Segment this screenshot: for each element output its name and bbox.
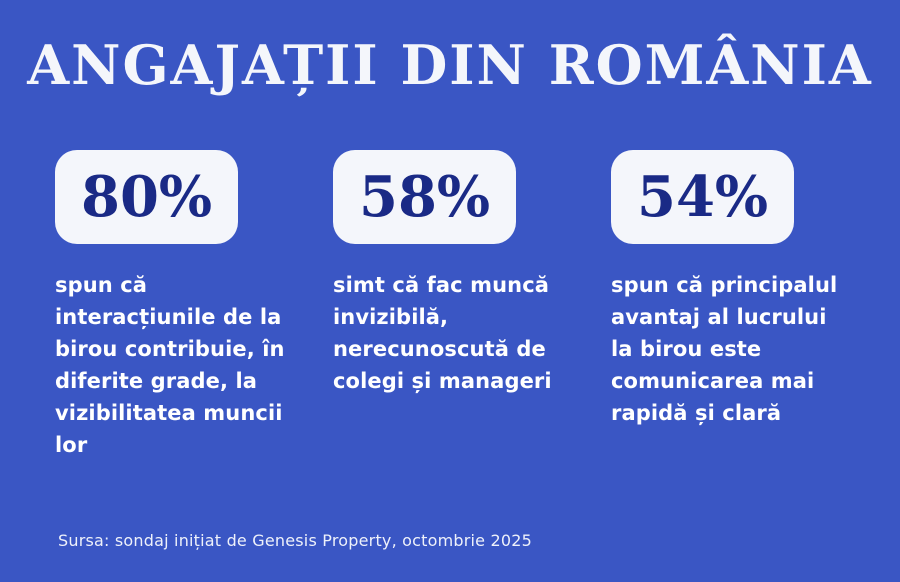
stat-description: spun că principalul avantaj al lucrului la birou este comunicarea mai rapidă și clară	[611, 273, 838, 425]
stat-column	[55, 150, 293, 461]
stat-value: 80%	[81, 164, 213, 230]
stat-badge	[611, 150, 794, 244]
stat-badge	[55, 150, 238, 244]
stat-column	[333, 150, 571, 461]
stats-row	[55, 150, 850, 461]
stat-value: 58%	[359, 164, 491, 230]
stat-badge	[333, 150, 516, 244]
stat-description: spun că interacțiunile de la birou contribuie, în diferite grade, la vizibilitatea muncii lor	[55, 273, 285, 457]
page-title: ANGAJAȚII DIN ROMÂNIA	[27, 33, 873, 97]
stat-description: simt că fac muncă invizibilă, nerecunoscută de colegi și manageri	[333, 273, 552, 393]
stat-value: 54%	[637, 164, 769, 230]
source-note: Sursa: sondaj inițiat de Genesis Property, octombrie 2025	[58, 531, 533, 550]
stat-column	[611, 150, 849, 461]
